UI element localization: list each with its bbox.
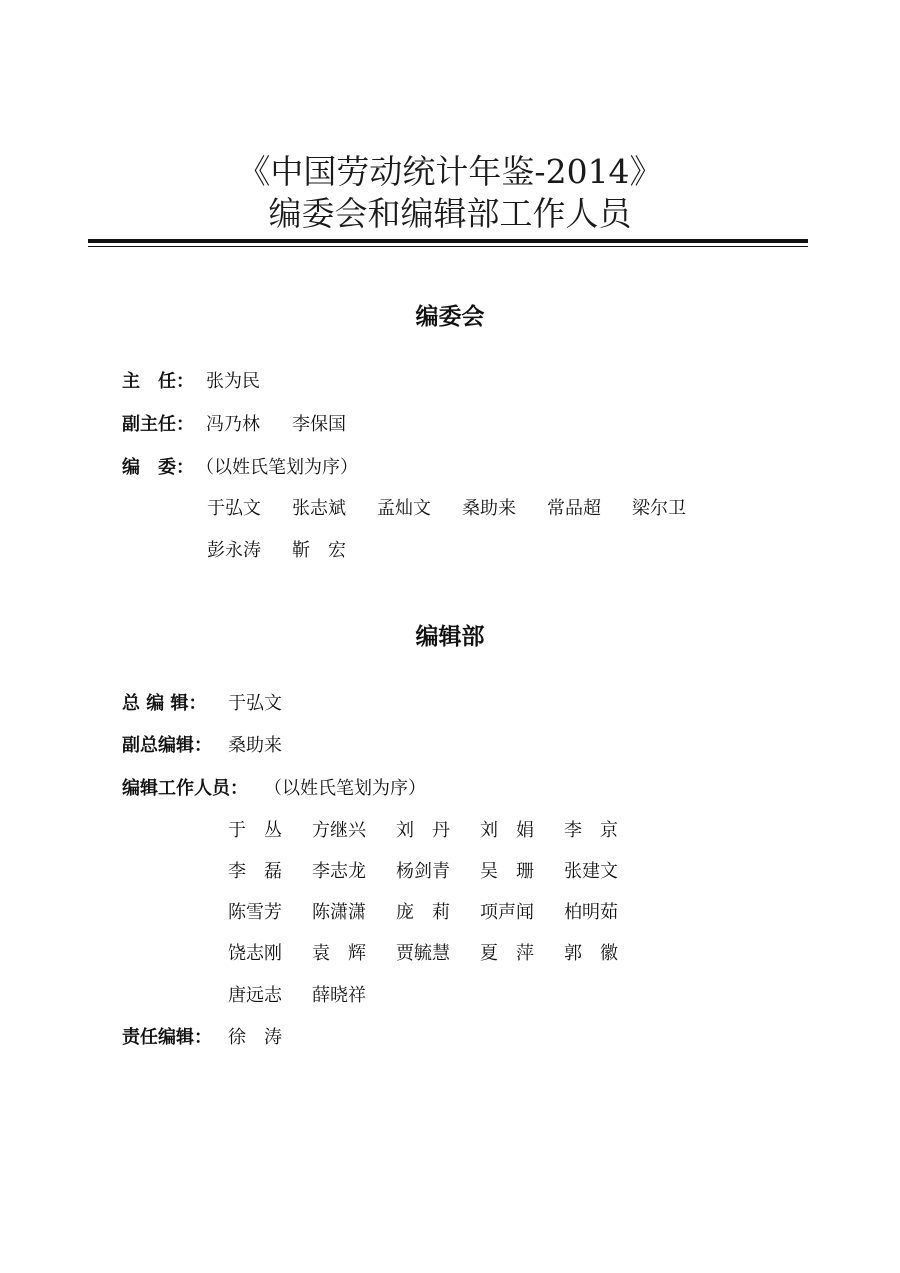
member-name: 梁尔卫	[632, 498, 686, 519]
title-rule-thick	[88, 239, 808, 243]
staff-name: 薛晓祥	[312, 985, 366, 1006]
staff-name: 陈雪芳	[228, 902, 282, 923]
page-title-line-1: 《中国劳动统计年鉴-2014》	[237, 152, 663, 191]
staff-name: 张建文	[564, 861, 618, 882]
member-name: 彭永涛	[207, 540, 261, 561]
staff-label: 编辑工作人员：	[122, 778, 248, 799]
staff-name: 袁 辉	[312, 943, 366, 964]
deputy-director-name: 冯乃林	[206, 414, 260, 435]
staff-name: 刘 丹	[396, 820, 450, 841]
staff-name: 于 丛	[228, 820, 282, 841]
staff-name: 唐远志	[228, 985, 282, 1006]
staff-name: 项声闻	[480, 902, 534, 923]
director-label: 主 任：	[122, 371, 194, 392]
staff-name: 刘 娟	[480, 820, 534, 841]
title-rule-thin	[88, 246, 808, 247]
staff-name: 庞 莉	[396, 902, 450, 923]
staff-name: 吴 珊	[480, 861, 534, 882]
staff-name: 李志龙	[312, 861, 366, 882]
member-name: 张志斌	[292, 498, 346, 519]
staff-name: 饶志刚	[228, 943, 282, 964]
staff-name: 柏明茹	[564, 902, 618, 923]
staff-name: 李 京	[564, 820, 618, 841]
chief-editor-name: 于弘文	[228, 693, 282, 714]
member-name: 孟灿文	[377, 498, 431, 519]
members-label: 编 委：	[122, 457, 194, 478]
staff-order-note: （以姓氏笔划为序）	[264, 778, 426, 799]
deputy-chief-label: 副总编辑：	[122, 735, 212, 756]
chief-editor-label: 总 编 辑：	[122, 693, 207, 714]
responsible-editor-label: 责任编辑：	[122, 1027, 212, 1048]
staff-name: 郭 徽	[564, 943, 618, 964]
staff-name: 贾毓慧	[396, 943, 450, 964]
responsible-editor-name: 徐 涛	[228, 1027, 282, 1048]
staff-name: 夏 萍	[480, 943, 534, 964]
deputy-chief-name: 桑助来	[228, 735, 282, 756]
member-name: 常品超	[547, 498, 601, 519]
committee-heading: 编委会	[415, 304, 485, 330]
staff-name: 陈潇潇	[312, 902, 366, 923]
staff-name: 方继兴	[312, 820, 366, 841]
staff-name: 杨剑青	[396, 861, 450, 882]
member-name: 桑助来	[462, 498, 516, 519]
director-name: 张为民	[206, 371, 260, 392]
deputy-director-name: 李保国	[292, 414, 346, 435]
staff-name: 李 磊	[228, 861, 282, 882]
deputy-director-label: 副主任：	[122, 414, 194, 435]
editorial-heading: 编辑部	[415, 624, 485, 650]
page-title-line-2: 编委会和编辑部工作人员	[268, 194, 632, 233]
member-name: 靳 宏	[292, 540, 346, 561]
members-order-note: （以姓氏笔划为序）	[196, 457, 358, 478]
member-name: 于弘文	[207, 498, 261, 519]
